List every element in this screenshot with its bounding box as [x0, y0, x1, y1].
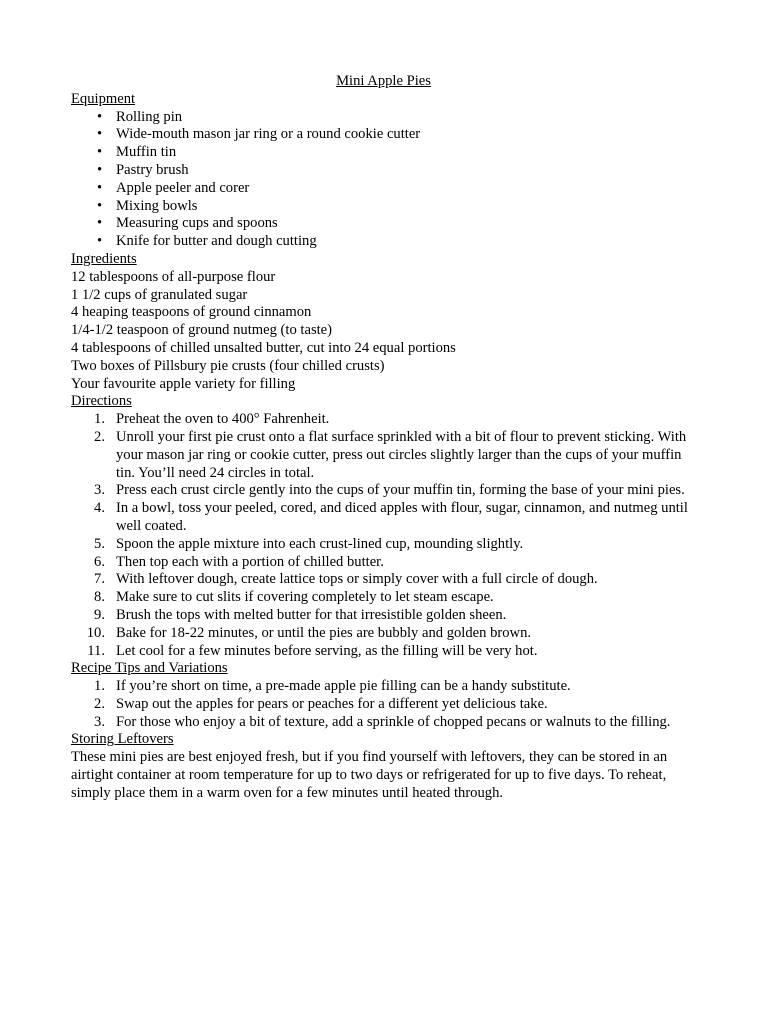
storing-heading: Storing Leftovers — [71, 731, 174, 748]
tips-heading: Recipe Tips and Variations — [71, 660, 228, 677]
direction-step: 4. In a bowl, toss your peeled, cored, and diced apples with flour, sugar, cinnamon, and nutmeg until well coated. — [94, 500, 688, 534]
document-page — [71, 73, 696, 803]
directions-heading: Directions — [71, 393, 132, 410]
direction-step: 6. Then top each with a portion of chilled butter. — [94, 553, 384, 570]
direction-step: 10. Bake for 18-22 minutes, or until the pies are bubbly and golden brown. — [86, 624, 532, 641]
direction-step: 8. Make sure to cut slits if covering completely to let steam escape. — [94, 589, 494, 606]
tip-item: 1. If you’re short on time, a pre-made apple pie filling can be a handy substitute. — [94, 678, 571, 695]
ingredient-line: Your favourite apple variety for filling — [71, 375, 296, 392]
page-title: Mini Apple Pies — [336, 73, 431, 89]
direction-step: 7. With leftover dough, create lattice tops or simply cover with a full circle of dough. — [94, 571, 598, 588]
bullet-icon: • — [97, 161, 103, 178]
equipment-heading: Equipment — [71, 90, 136, 107]
list-item: • Wide-mouth mason jar ring or a round cookie cutter — [97, 126, 421, 143]
bullet-icon: • — [97, 215, 103, 232]
directions-list — [71, 411, 696, 660]
tip-item: 2. Swap out the apples for pears or peaches for a different yet delicious take. — [94, 695, 548, 712]
tip-item: 3. For those who enjoy a bit of texture, add a sprinkle of chopped pecans or walnuts to the filling. — [94, 713, 671, 730]
ingredient-line: 1/4-1/2 teaspoon of ground nutmeg (to taste) — [71, 322, 333, 339]
bullet-icon: • — [97, 126, 103, 143]
bullet-icon: • — [97, 233, 103, 250]
list-item: • Apple peeler and corer — [97, 179, 250, 196]
ingredient-line: 12 tablespoons of all-purpose flour — [71, 268, 276, 285]
tips-list — [71, 678, 696, 731]
bullet-icon: • — [97, 197, 103, 214]
direction-step: 9. Brush the tops with melted butter for that irresistible golden sheen. — [94, 606, 507, 623]
list-item: • Rolling pin — [97, 108, 183, 125]
list-item: • Pastry brush — [97, 161, 189, 178]
bullet-icon: • — [97, 144, 103, 161]
equipment-list — [71, 109, 696, 251]
list-item: • Knife for butter and dough cutting — [97, 233, 317, 250]
list-item: • Mixing bowls — [97, 197, 198, 214]
list-item: • Measuring cups and spoons — [97, 215, 278, 232]
ingredient-line: 4 tablespoons of chilled unsalted butter, cut into 24 equal portions — [71, 339, 456, 356]
storing-paragraph: These mini pies are best enjoyed fresh, but if you find yourself with leftovers, they can be stored in an airtight container at room temperature for up to two days or refrigerated for up to five days. To reheat, simply place them in a warm oven for a few minutes until heated through. — [71, 749, 668, 801]
direction-step: 1. Preheat the oven to 400° Fahrenheit. — [94, 411, 330, 428]
ingredient-line: 1 1/2 cups of granulated sugar — [71, 286, 248, 303]
direction-step: 3. Press each crust circle gently into the cups of your muffin tin, forming the base of your mini pies. — [94, 482, 685, 499]
ingredient-line: Two boxes of Pillsbury pie crusts (four chilled crusts) — [71, 357, 385, 374]
list-item: • Muffin tin — [97, 144, 177, 161]
bullet-icon: • — [97, 179, 103, 196]
ingredient-line: 4 heaping teaspoons of ground cinnamon — [71, 304, 312, 321]
direction-step: 5. Spoon the apple mixture into each crust-lined cup, mounding slightly. — [94, 535, 524, 552]
ingredients-heading: Ingredients — [71, 250, 137, 267]
direction-step: 2. Unroll your first pie crust onto a flat surface sprinkled with a bit of flour to prevent sticking. With your mason jar ring or cookie cutter, press out circles slightly larger than the cups of your muffin tin. You’ll need 24 circles in total. — [94, 428, 687, 481]
bullet-icon: • — [97, 108, 103, 125]
direction-step: 11. Let cool for a few minutes before serving, as the filling will be very hot. — [87, 642, 538, 659]
